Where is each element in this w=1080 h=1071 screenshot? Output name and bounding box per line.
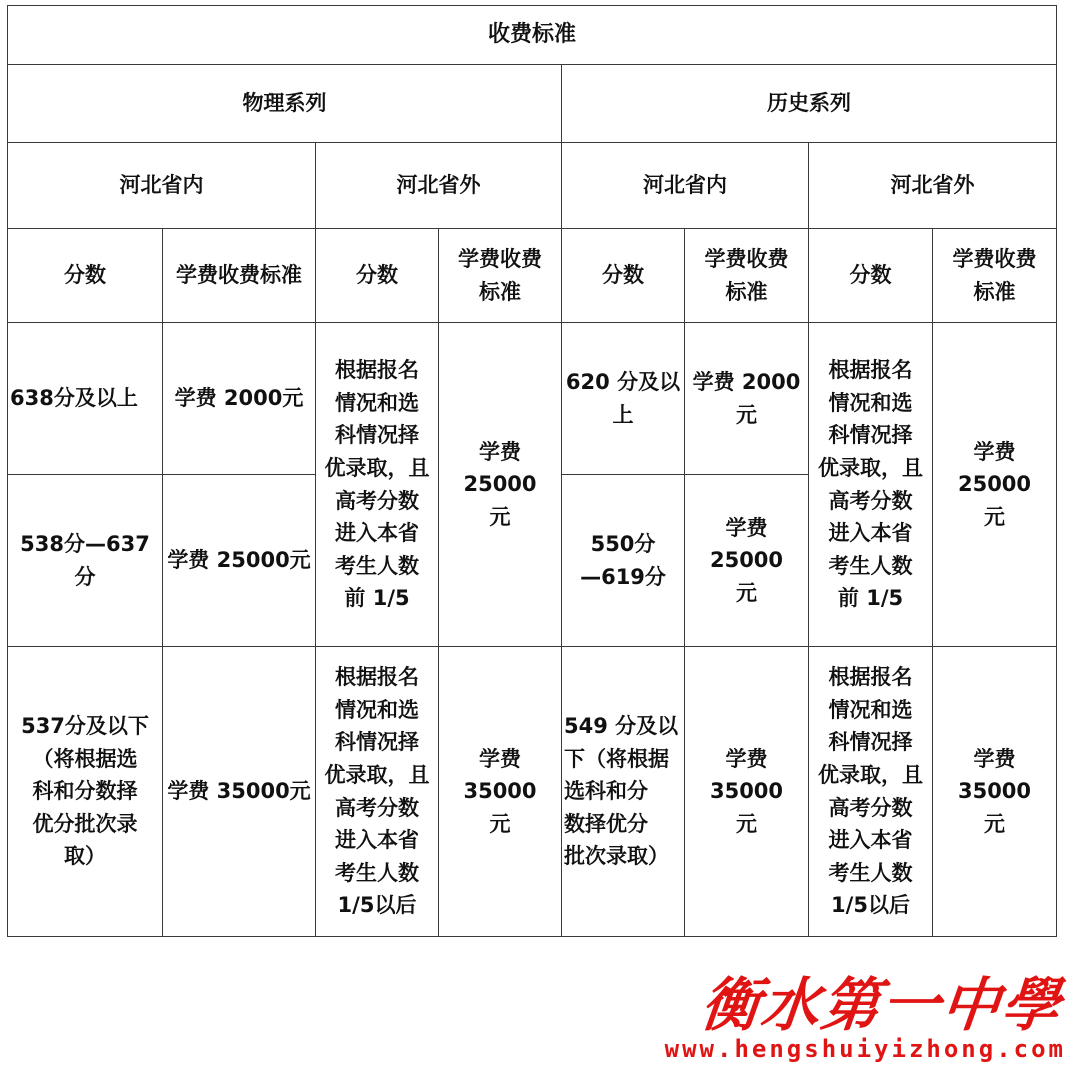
- history-in-fee-cell: 学费 2000 元: [685, 323, 809, 475]
- fee-column-header: 学费收费 标准: [933, 229, 1057, 323]
- history-series-header: 历史系列: [562, 65, 1057, 143]
- physics-out-fee-cell: 学费 35000 元: [439, 647, 562, 937]
- fee-column-header: 学费收费 标准: [685, 229, 809, 323]
- history-in-fee-cell: 学费 25000 元: [685, 475, 809, 647]
- history-in-score-cell: 620 分及以 上: [562, 323, 685, 475]
- watermark-url: www.hengshuiyizhong.com: [664, 1035, 1066, 1063]
- history-in-score-cell: 550分 —619分: [562, 475, 685, 647]
- history-out-province-header: 河北省外: [809, 143, 1057, 229]
- physics-in-fee-cell: 学费 35000元: [163, 647, 316, 937]
- score-column-header: 分数: [8, 229, 163, 323]
- table-title: 收费标准: [8, 6, 1057, 65]
- history-in-fee-cell: 学费 35000 元: [685, 647, 809, 937]
- physics-in-fee-cell: 学费 2000元: [163, 323, 316, 475]
- history-out-score-cell: 根据报名 情况和选 科情况择 优录取，且 高考分数 进入本省 考生人数 1/5以后: [809, 647, 933, 937]
- fee-column-header: 学费收费 标准: [439, 229, 562, 323]
- physics-in-score-cell: 537分及以下 （将根据选 科和分数择 优分批次录 取）: [8, 647, 163, 937]
- physics-out-score-cell: 根据报名 情况和选 科情况择 优录取，且 高考分数 进入本省 考生人数 1/5以后: [316, 647, 439, 937]
- history-out-score-cell: 根据报名 情况和选 科情况择 优录取，且 高考分数 进入本省 考生人数 前 1/5: [809, 323, 933, 647]
- physics-in-province-header: 河北省内: [8, 143, 316, 229]
- physics-out-score-cell: 根据报名 情况和选 科情况择 优录取，且 高考分数 进入本省 考生人数 前 1/5: [316, 323, 439, 647]
- history-out-fee-cell: 学费 35000 元: [933, 647, 1057, 937]
- fee-table: [7, 5, 1057, 937]
- fee-column-header: 学费收费标准: [163, 229, 316, 323]
- history-in-province-header: 河北省内: [562, 143, 809, 229]
- watermark-logo: 衡水第一中學: [697, 971, 1066, 1039]
- physics-series-header: 物理系列: [8, 65, 562, 143]
- physics-out-province-header: 河北省外: [316, 143, 562, 229]
- physics-in-fee-cell: 学费 25000元: [163, 475, 316, 647]
- score-column-header: 分数: [562, 229, 685, 323]
- score-column-header: 分数: [809, 229, 933, 323]
- physics-in-score-cell: 538分—637 分: [8, 475, 163, 647]
- history-out-fee-cell: 学费 25000 元: [933, 323, 1057, 647]
- physics-in-score-cell: 638分及以上: [8, 323, 163, 475]
- history-in-score-cell: 549 分及以 下（将根据 选科和分 数择优分 批次录取）: [562, 647, 685, 937]
- physics-out-fee-cell: 学费 25000 元: [439, 323, 562, 647]
- score-column-header: 分数: [316, 229, 439, 323]
